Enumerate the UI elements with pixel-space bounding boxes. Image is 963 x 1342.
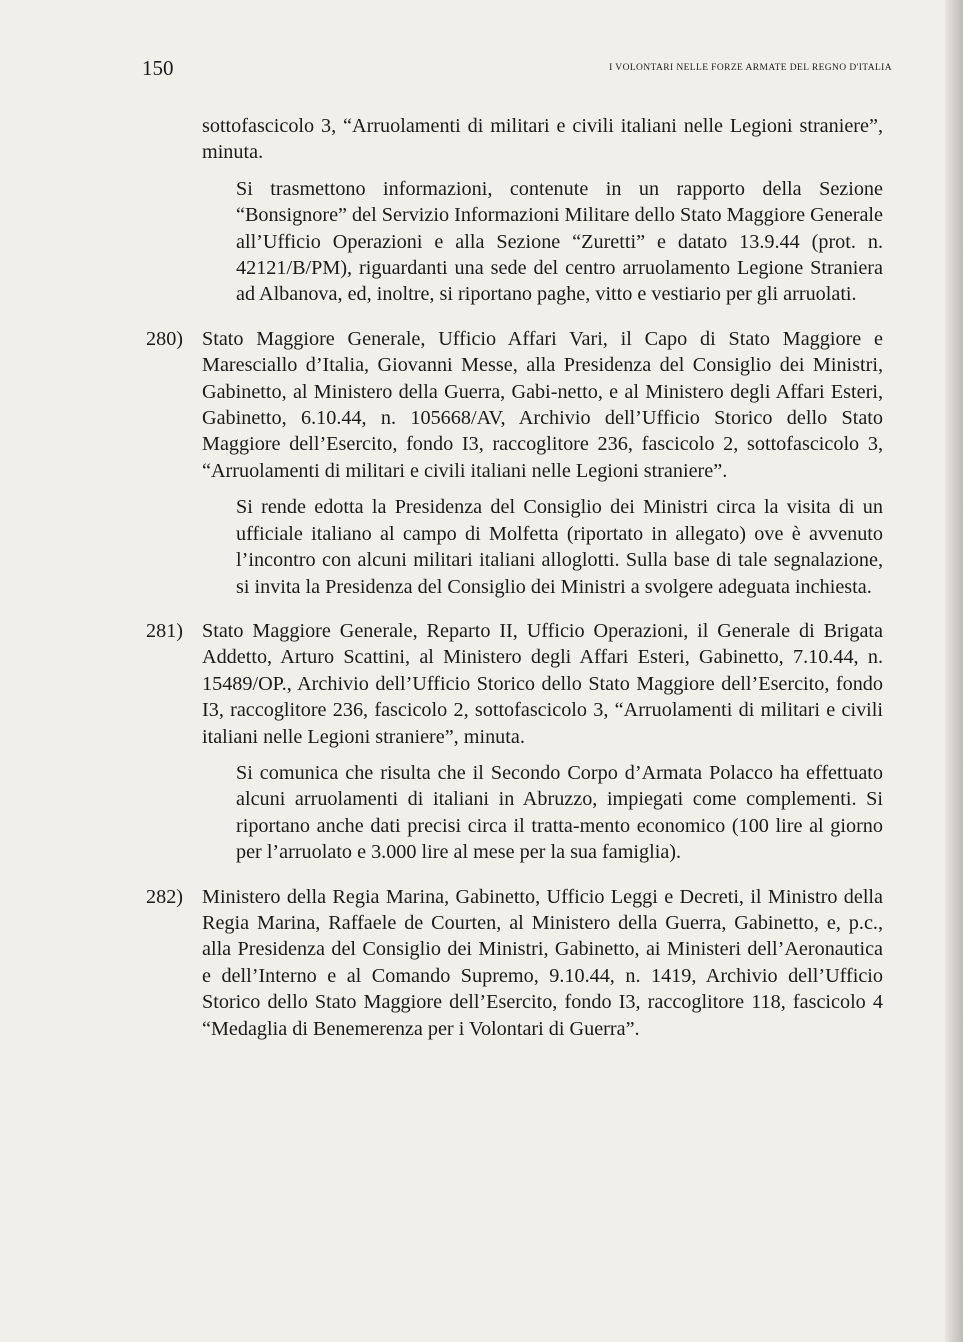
entry-number: 282) — [146, 885, 184, 908]
entry-reference: Stato Maggiore Generale, Ufficio Affari Vari, il Capo di Stato Maggiore e Maresciallo d’Italia, Giovanni Messe, alla Presidenza del Consiglio dei Ministri, Gabinetto, al Ministero della Guerra, Gabi-netto, e al Ministero degli Affari Esteri, Gabinetto, 6.10.44, n. 105668/AV, Archivio dell’Ufficio Storico dello Stato Maggiore dell’Esercito, fondo I3, raccoglitore 236, fascicolo 2, sottofascicolo 3, “Arruolamenti di militari e civili italiani nelle Legioni straniere”. — [202, 327, 883, 482]
continuation-summary: Si trasmettono informazioni, contenute in un rapporto della Sezione “Bonsignore” del Servizio Informazioni Militare dello Stato Maggiore Generale all’Ufficio Operazioni e alla Sezione “Zuretti” e datato 13.9.44 (prot. n. 42121/B/PM), riguardanti una sede del centro arruolamento Legione Straniera ad Albanova, ed, inoltre, si riportano paghe, vitto e vestiario per gli arruolati. — [236, 177, 883, 306]
entry-282 — [146, 884, 883, 1042]
entry-number: 280) — [146, 327, 184, 350]
entry-number: 281) — [146, 619, 184, 642]
document-body — [146, 113, 883, 1042]
running-title: I VOLONTARI NELLE FORZE ARMATE DEL REGNO D'ITALIA — [609, 63, 892, 73]
page-edge-shadow — [945, 0, 963, 1342]
entry-summary: Si comunica che risulta che il Secondo Corpo d’Armata Polacco ha effettuato alcuni arruolamenti di italiani in Abruzzo, impiegati come complementi. Si riportano anche dati precisi circa il tratta-mento economico (100 lire al giorno per l’arruolato e 3.000 lire al mese per la sua famiglia). — [236, 761, 883, 864]
continuation-text: sottofascicolo 3, “Arruolamenti di militari e civili italiani nelle Legioni straniere”, minuta. — [202, 115, 883, 164]
running-head — [142, 56, 892, 80]
entry-summary: Si rende edotta la Presidenza del Consiglio dei Ministri circa la visita di un ufficiale italiano al campo di Molfetta (riportato in allegato) ove è avvenuto l’incontro con alcuni militari italiani alloglotti. Sulla base di tale segnalazione, si invita la Presidenza del Consiglio dei Ministri a svolgere adeguata inchiesta. — [236, 496, 883, 598]
entry-reference: Stato Maggiore Generale, Reparto II, Ufficio Operazioni, il Generale di Brigata Addetto, Arturo Scattini, al Ministero degli Affari Esteri, Gabinetto, 7.10.44, n. 15489/OP., Archivio dell’Ufficio Storico dello Stato Maggiore dell’Esercito, fondo I3, raccoglitore 236, fascicolo 2, sottofascicolo 3, “Arruolamenti di militari e civili italiani nelle Legioni straniere”, minuta. — [202, 619, 883, 748]
entry-280 — [146, 326, 883, 600]
entry-reference: Ministero della Regia Marina, Gabinetto, Ufficio Leggi e Decreti, il Ministro della Regia Marina, Raffaele de Courten, al Ministero della Guerra, Gabinetto, e, p.c., alla Presidenza del Consiglio dei Ministri, Gabinetto, ai Ministeri dell’Aeronautica e dell’Interno e al Comando Supremo, 9.10.44, n. 1419, Archivio dell’Ufficio Storico dello Stato Maggiore dell’Esercito, fondo I3, raccoglitore 118, fascicolo 4 “Medaglia di Benemerenza per i Volontari di Guerra”. — [202, 885, 883, 1040]
entry-281 — [146, 618, 883, 866]
page-number: 150 — [142, 56, 174, 80]
